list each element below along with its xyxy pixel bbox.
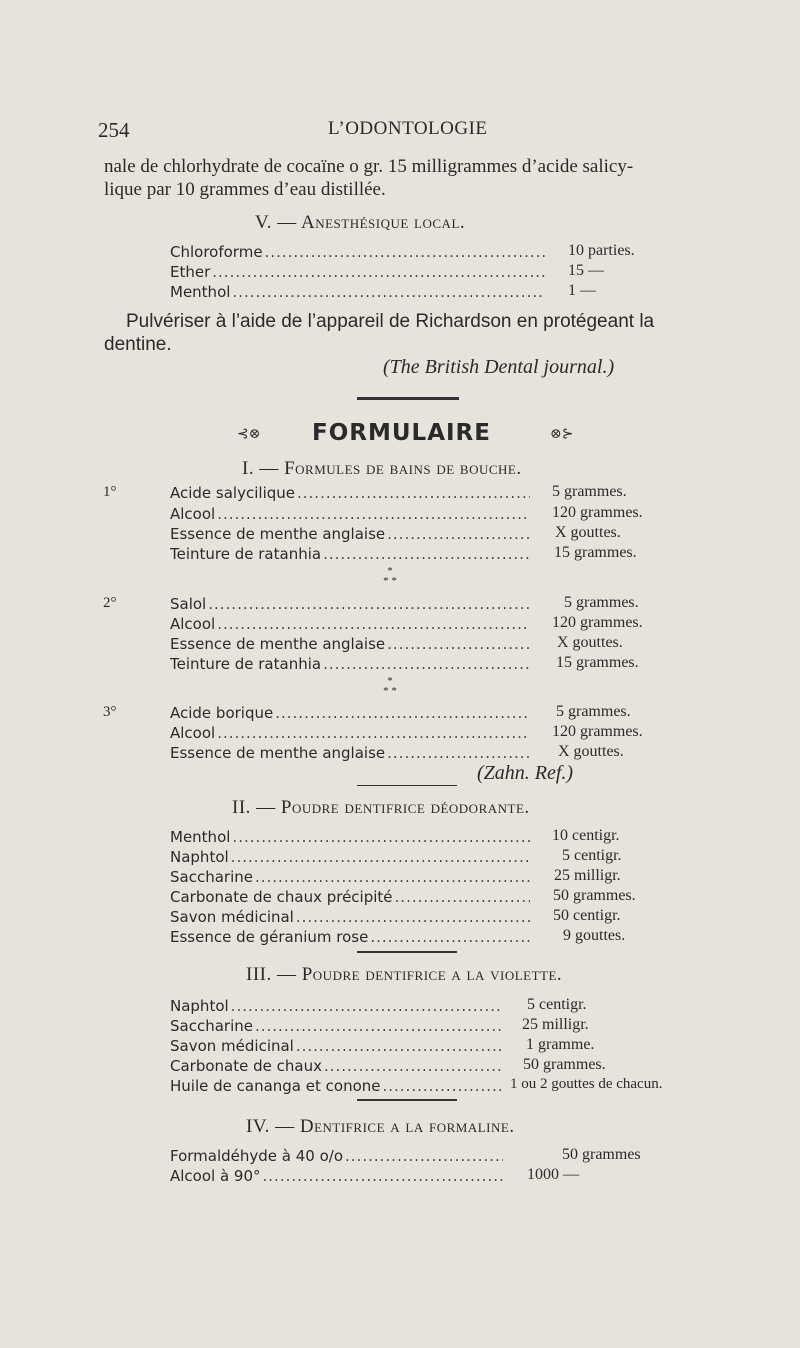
item-qty: 5 grammes.	[552, 483, 627, 500]
item-name: Alcool à 90°	[170, 1167, 261, 1185]
list-item	[170, 704, 532, 722]
list-item	[170, 928, 532, 946]
item-name: Alcool	[170, 724, 216, 742]
item-name: Menthol	[170, 828, 231, 846]
page-number: 254	[98, 118, 130, 142]
item-qty: 120 grammes.	[552, 723, 643, 740]
item-name: Savon médicinal	[170, 1037, 294, 1055]
item-qty: 120 grammes.	[552, 614, 643, 631]
item-name: Saccharine	[170, 1017, 253, 1035]
instruction-line-1: Pulvériser à l’aide de l’appareil de Richardson en protégeant la	[126, 311, 655, 332]
list-item	[170, 868, 532, 886]
divider	[357, 1099, 457, 1101]
group-number: 3°	[103, 704, 117, 720]
item-qty: 15 grammes.	[554, 544, 637, 561]
item-qty: 50 grammes	[562, 1146, 641, 1163]
list-item	[170, 1037, 505, 1055]
group-number: 1°	[103, 484, 117, 500]
list-item	[170, 997, 505, 1015]
item-qty: 50 centigr.	[553, 907, 621, 924]
list-item	[170, 243, 547, 261]
item-qty: 1 —	[568, 282, 596, 299]
list-item	[170, 595, 532, 613]
group-number: 2°	[103, 595, 117, 611]
item-qty: 50 grammes.	[523, 1056, 606, 1073]
list-item	[170, 655, 532, 673]
divider	[357, 951, 457, 953]
list-item	[170, 1167, 505, 1185]
divider	[357, 397, 459, 400]
item-qty: X gouttes.	[558, 743, 624, 760]
list-item	[170, 888, 532, 906]
list-item	[170, 635, 532, 653]
formulaire-title: FORMULAIRE	[312, 420, 491, 446]
item-qty: 10 centigr.	[552, 827, 620, 844]
item-qty: 1 gramme.	[526, 1036, 595, 1053]
item-name: Acide salycilique	[170, 484, 295, 502]
item-qty: 1 ou 2 gouttes de chacun.	[510, 1076, 663, 1092]
intro-line-1: nale de chlorhydrate de cocaïne o gr. 15 milligrammes d’acide salicy-	[104, 156, 634, 177]
item-name: Salol	[170, 595, 207, 613]
item-name: Savon médicinal	[170, 908, 294, 926]
item-qty: 15 grammes.	[556, 654, 639, 671]
list-item	[170, 1057, 505, 1075]
item-qty: 50 grammes.	[553, 887, 636, 904]
item-name: Essence de menthe anglaise	[170, 525, 386, 543]
running-title: L’ODONTOLOGIE	[328, 118, 488, 139]
item-qty: X gouttes.	[555, 524, 621, 541]
item-name: Essence de menthe anglaise	[170, 635, 386, 653]
item-name: Naphtol	[170, 848, 229, 866]
item-name: Ether	[170, 263, 211, 281]
item-name: Carbonate de chaux	[170, 1057, 322, 1075]
list-item	[170, 908, 532, 926]
section-iii-title: III. — Poudre dentifrice a la violette.	[246, 964, 563, 985]
item-name: Essence de géranium rose	[170, 928, 369, 946]
item-name: Chloroforme	[170, 243, 263, 261]
item-name: Naphtol	[170, 997, 229, 1015]
section-v-source: (The British Dental journal.)	[383, 356, 615, 378]
item-name: Teinture de ratanhia	[170, 545, 322, 563]
item-qty: 5 centigr.	[527, 996, 587, 1013]
list-item	[170, 615, 532, 633]
list-item	[170, 545, 532, 563]
list-item	[170, 1017, 505, 1035]
item-name: Saccharine	[170, 868, 253, 886]
asterism-icon: * * *	[383, 675, 397, 697]
list-item	[170, 263, 547, 281]
list-item	[170, 505, 532, 523]
item-qty: 9 gouttes.	[563, 927, 626, 944]
ornament-right-icon: ⊗⊱	[550, 427, 574, 442]
item-name: Alcool	[170, 505, 216, 523]
asterism-icon: * * *	[383, 565, 397, 587]
list-item	[170, 484, 532, 502]
item-qty: 10 parties.	[568, 242, 635, 259]
section-iv-title: IV. — Dentifrice a la formaline.	[246, 1116, 515, 1137]
instruction-line-2: dentine.	[104, 334, 172, 355]
item-qty: 25 milligr.	[522, 1016, 589, 1033]
item-qty: 5 grammes.	[556, 703, 631, 720]
section-i-title: I. — Formules de bains de bouche.	[242, 458, 522, 479]
list-item	[170, 828, 532, 846]
item-name: Carbonate de chaux précipité	[170, 888, 393, 906]
ornament-left-icon: ⊰⊗	[237, 427, 261, 442]
item-name: Acide borique	[170, 704, 274, 722]
list-item	[170, 1077, 505, 1095]
item-name: Alcool	[170, 615, 216, 633]
list-item	[170, 1147, 505, 1165]
intro-line-2: lique par 10 grammes d’eau distillée.	[104, 179, 386, 200]
item-name: Teinture de ratanhia	[170, 655, 322, 673]
item-name: Essence de menthe anglaise	[170, 744, 386, 762]
section-ii-title: II. — Poudre dentifrice déodorante.	[232, 797, 530, 818]
item-name: Menthol	[170, 283, 231, 301]
list-item	[170, 744, 532, 762]
item-qty: 5 grammes.	[564, 594, 639, 611]
item-name: Huile de cananga et conone	[170, 1077, 381, 1095]
section-v-title: V. — Anesthésique local.	[255, 212, 466, 233]
item-qty: 120 grammes.	[552, 504, 643, 521]
item-qty: 5 centigr.	[562, 847, 622, 864]
item-qty: 1000 —	[527, 1166, 579, 1183]
list-item	[170, 283, 547, 301]
item-name: Formaldéhyde à 40 o/o	[170, 1147, 344, 1165]
item-qty: X gouttes.	[557, 634, 623, 651]
divider	[357, 785, 457, 786]
item-qty: 25 milligr.	[554, 867, 621, 884]
list-item	[170, 848, 532, 866]
list-item	[170, 525, 532, 543]
section-i-source: (Zahn. Ref.)	[477, 762, 574, 784]
list-item	[170, 724, 532, 742]
item-qty: 15 —	[568, 262, 604, 279]
